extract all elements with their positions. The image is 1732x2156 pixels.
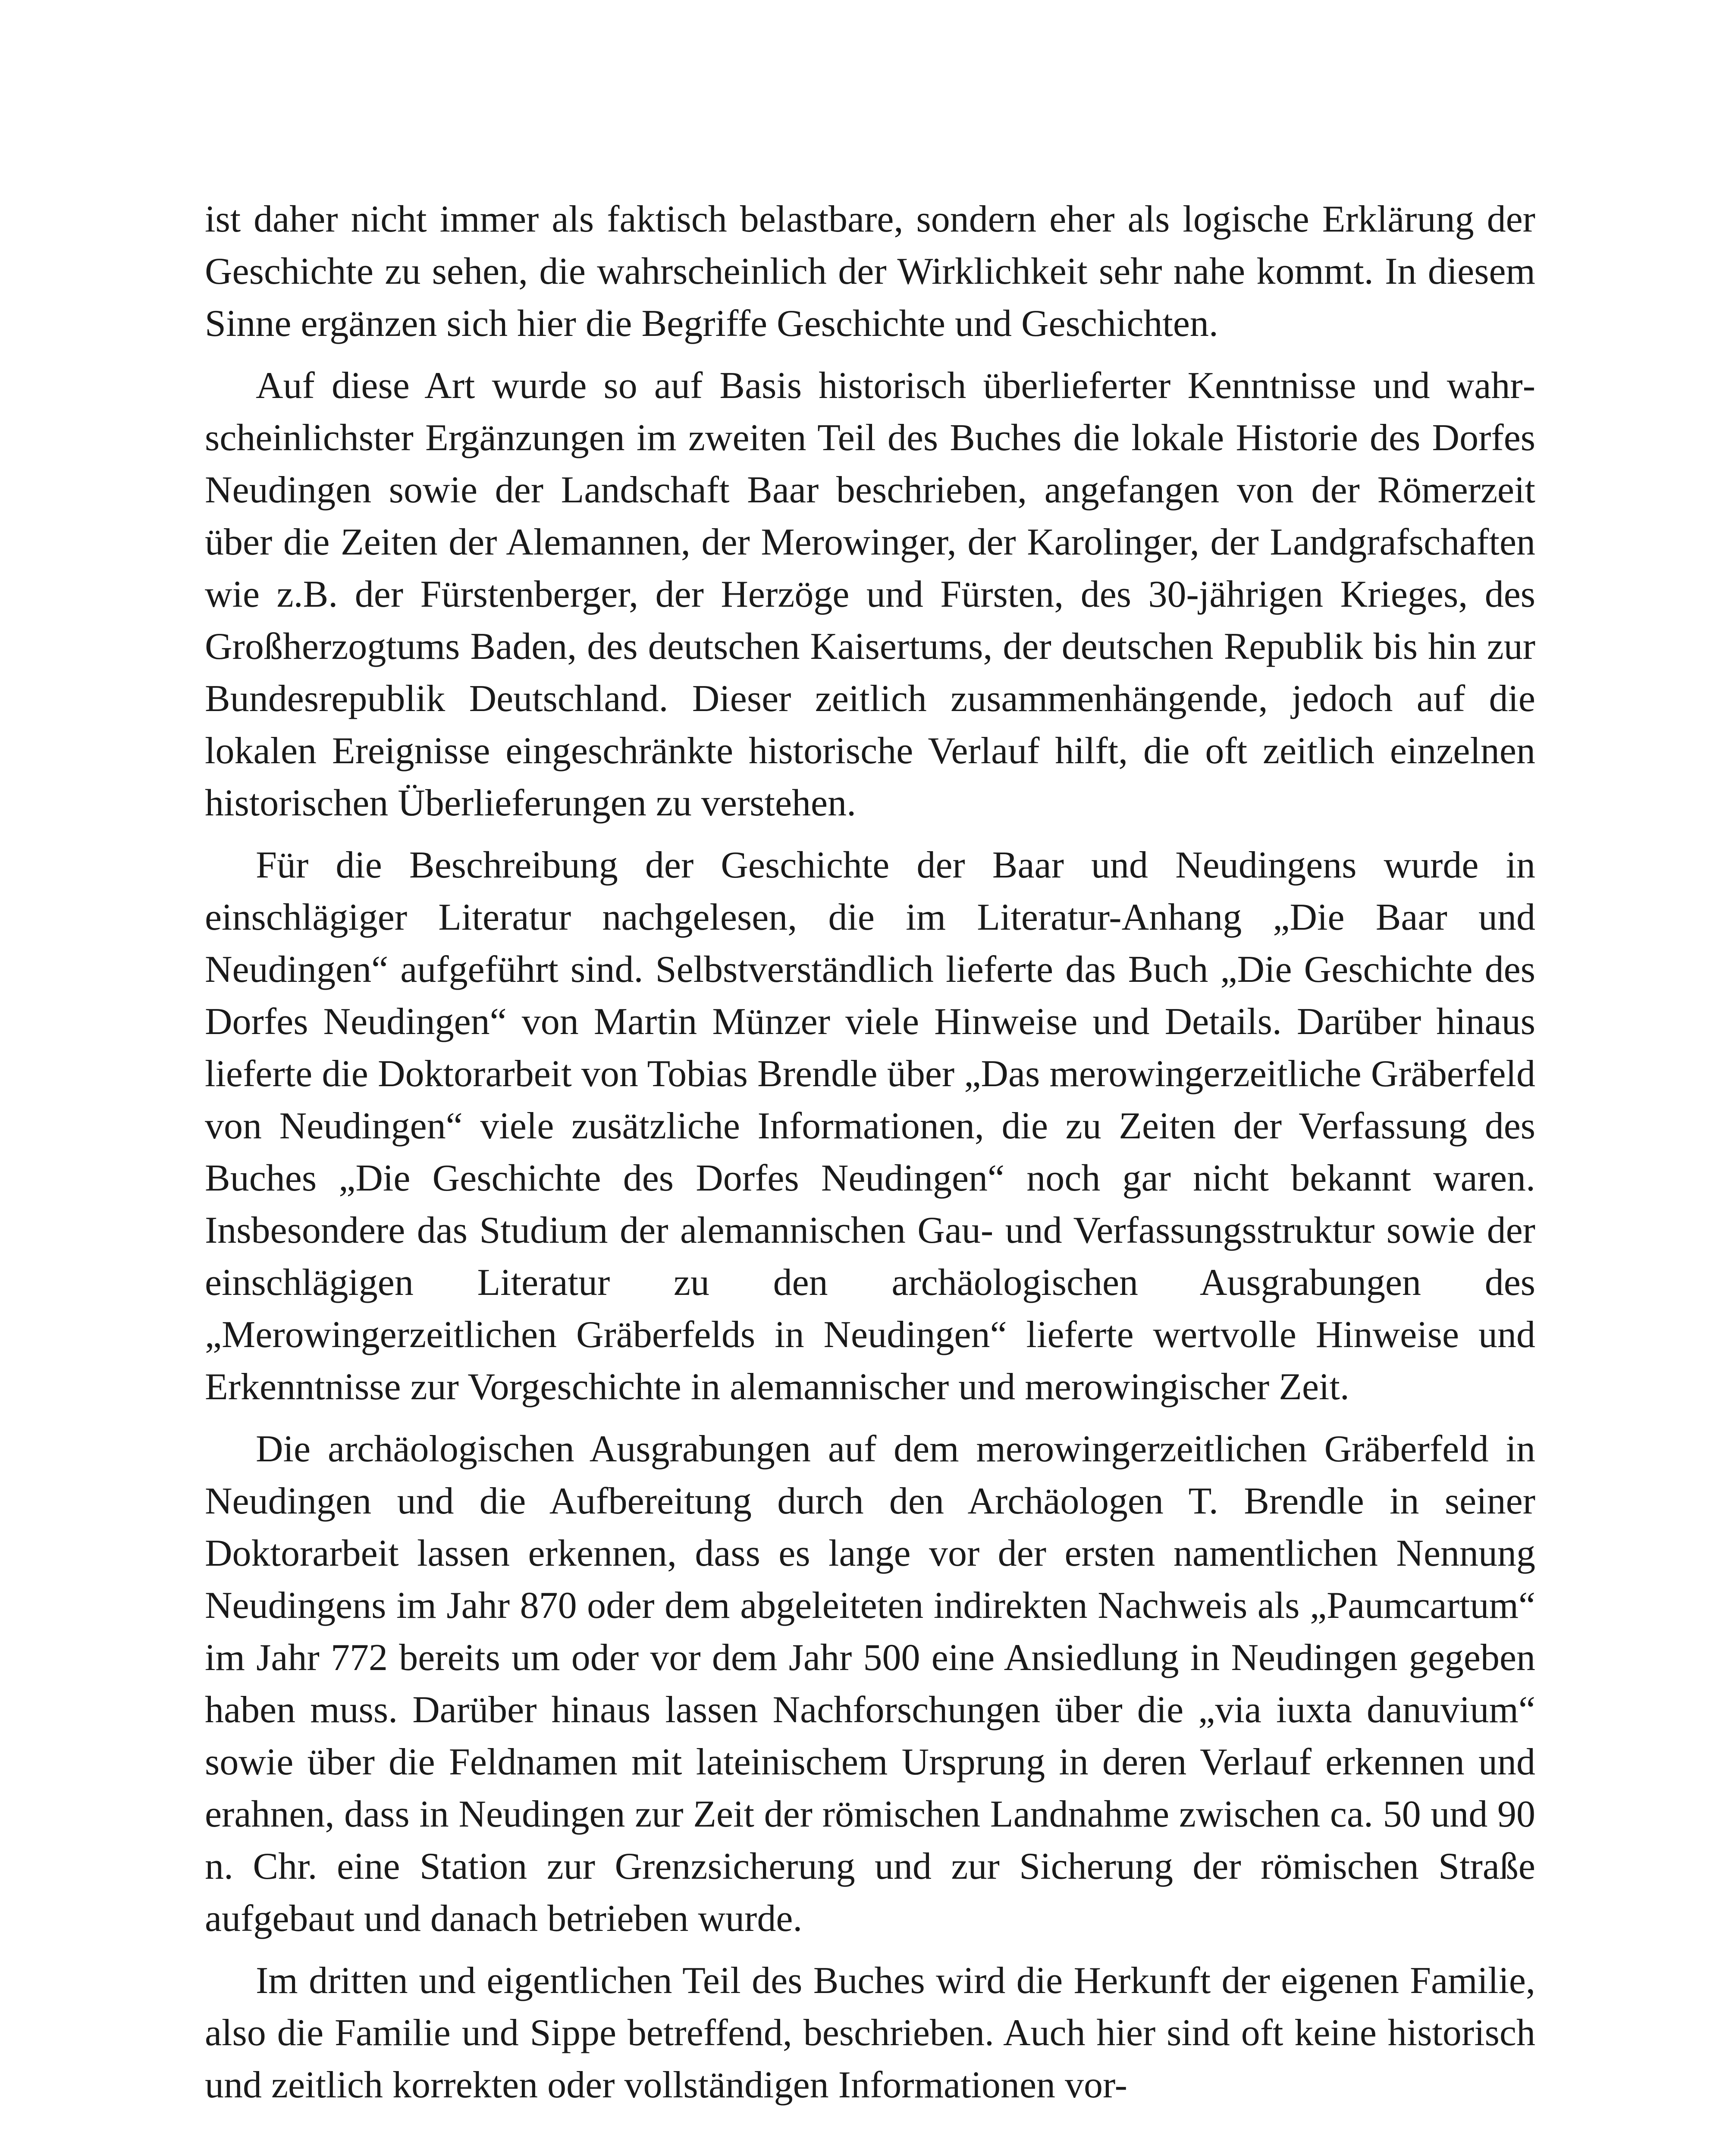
body-text <box>205 193 1535 2111</box>
paragraph-2: Auf diese Art wurde so auf Basis historisch überlieferter Kenntnisse und wahrscheinlichster Ergänzungen im zweiten Teil des Buches die lokale Historie des Dorfes Neudingen sowie der Landschaft Baar beschrieben, angefangen von der Römerzeit über die Zeiten der Alemannen, der Merowinger, der Karolinger, der Landgrafschaften wie z.B. der Fürstenberger, der Herzöge und Fürsten, des 30-jährigen Krieges, des Großherzogtums Baden, des deutschen Kaisertums, der deutschen Republik bis hin zur Bundesrepublik Deutschland. Dieser zeitlich zusammenhängende, jedoch auf die lokalen Ereignisse eingeschränkte historische Verlauf hilft, die oft zeitlich einzelnen historischen Überlieferungen zu verstehen. <box>205 365 1535 824</box>
paragraph-4: Die archäologischen Ausgrabungen auf dem merowingerzeitlichen Gräberfeld in Neudingen und die Aufbereitung durch den Archäologen T. Brendle in seiner Doktorarbeit lassen erkennen, dass es lange vor der ersten namentlichen Nennung Neudingens im Jahr 870 oder dem abgeleiteten indirekten Nachweis als „Paumcartum“ im Jahr 772 bereits um oder vor dem Jahr 500 eine Ansiedlung in Neudingen gegeben haben muss. Darüber hinaus lassen Nachforschungen über die „via iuxta danuvium“ sowie über die Feldnamen mit lateinischem Ursprung in deren Verlauf erkennen und erahnen, dass in Neudingen zur Zeit der römischen Landnahme zwischen ca. 50 und 90 n. Chr. eine Station zur Grenzsicherung und zur Sicherung der römischen Straße aufgebaut und danach betrieben wurde. <box>205 1428 1535 1940</box>
paragraph-1: ist daher nicht immer als faktisch belastbare, sondern eher als logische Erklärung der Geschichte zu sehen, die wahrscheinlich der Wirklichkeit sehr nahe kommt. In diesem Sinne ergänzen sich hier die Begriffe Geschichte und Geschichten. <box>205 198 1535 345</box>
paragraph-5: Im dritten und eigentlichen Teil des Buches wird die Herkunft der eigenen Familie, also die Familie und Sippe betreffend, beschrieben. Auch hier sind oft keine historisch und zeitlich korrekten oder vollständigen Informationen vor- <box>205 1960 1535 2106</box>
paragraph-3: Für die Beschreibung der Geschichte der Baar und Neudingens wurde in einschlägiger Literatur nachgelesen, die im Literatur-Anhang „Die Baar und Neudingen“ aufgeführt sind. Selbstverständlich lieferte das Buch „Die Geschichte des Dorfes Neudingen“ von Martin Münzer viele Hinweise und Details. Darüber hinaus lieferte die Doktorarbeit von Tobias Brendle über „Das merowingerzeitliche Gräberfeld von Neudingen“ viele zusätzliche Informationen, die zu Zeiten der Verfassung des Buches „Die Geschichte des Dorfes Neudingen“ noch gar nicht bekannt waren. Insbesondere das Studium der alemannischen Gau- und Verfassungsstruktur sowie der einschlägigen Literatur zu den archäologischen Ausgrabungen des „Merowingerzeitlichen Gräberfelds in Neudingen“ lieferte wertvolle Hinweise und Erkenntnisse zur Vorgeschichte in alemannischer und merowingischer Zeit. <box>205 844 1535 1408</box>
